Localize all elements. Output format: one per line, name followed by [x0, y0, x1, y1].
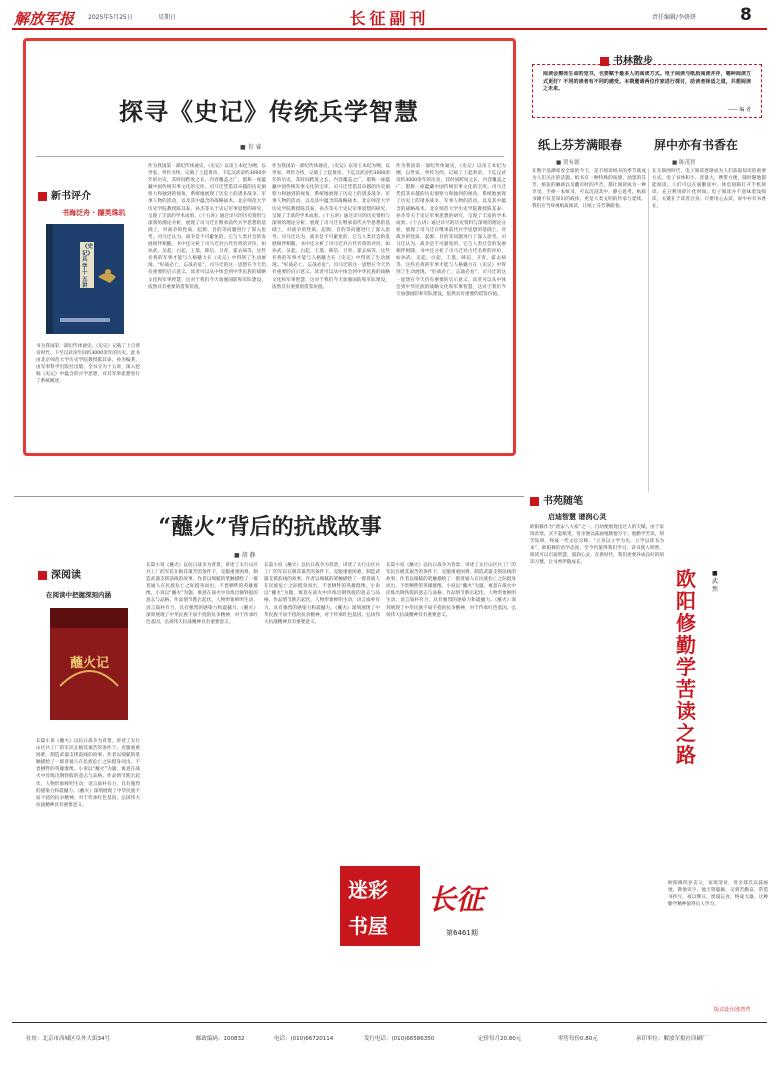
- main-article-author: ■ 肯 睿: [240, 144, 262, 151]
- sidebar-column-divider: [648, 168, 649, 492]
- bottom-article-author: ■ 胡 静: [234, 552, 256, 559]
- issue-number: 第6461期: [446, 929, 478, 937]
- footer-retail: 零售每份0.80元: [558, 1036, 598, 1042]
- footer-price: 定价每月20.80元: [478, 1036, 522, 1042]
- footer-address: 社址：北京市西城区阜外大街34号: [26, 1036, 110, 1042]
- page-number: 8: [740, 5, 752, 25]
- footer-printer: 承印单位：解放军报社印刷厂: [636, 1036, 708, 1042]
- book1-body: 书为我国第一部纪传体通史，《史记》记载了上自黄帝时代、下至汉武帝年间约3000余年的历史。此书由北京师范大学历史学院教授陈其泰、孙杰编著，由军事科学出版社出版。全书分为十五讲，深入挖掘《史记》中蕴含的兵学思想，对其军事思想进行了系统阐述。: [36, 344, 140, 385]
- bottom-article-col3: 长篇小说《蘸火》以抗日战争为背景，讲述了太行山区兵工厂的军民在极其艰苦的条件下，克服重重困难，制造武器支援前线的故事。作者以细腻的笔触描绘了一群普通人在民族危亡之际挺身而出、不畏牺牲的英雄群像。小说以“蘸火”为题，寓意在战火中淬炼出钢铁般的意志与品格。作品情节跌宕起伏，人物形象鲜明生动，语言质朴有力，具有强烈的感染力和震撼力。《蘸火》深刻展现了中华民族不屈不挠的抗争精神，对于传承红色基因、弘扬伟大抗战精神具有重要意义。: [264, 563, 380, 625]
- main-article-col1: 作为我国第一部纪传体通史，《史记》以帝王本纪为纲，以世家、列传为纬，记载了上起黄帝、下迄汉武帝约3000余年的历史，其时间跨度之长，内容覆盖之广，堪称一座蕴藏中国传统军事文化的宝库。司马迁凭借其卓越的历史洞察力和独到的视角，系统地展现了历史上的诸多战争、军事人物的活动，以及其中蕴含的战略战术。北京师范大学历史学院教授陈其泰、孙杰等关于史记军事思想的研究，呈现了丰富的学术成果。《十五讲》通过详尽的历史资料与深刻的理论分析，展现了司马迁在继承前代兵学思想的基础上，对战争的性质、起源、目的等问题进行了深入思考。司马迁认为，战争是不可避免的，它与人类社会的发展相伴相随。书中还分析了司马迁对古代名将的评价，如孙武、吴起、白起、王翦、韩信、卫青、霍去病等，这些名将的军事才能与人格魅力在《史记》中得到了生动展现。“好战必亡，忘战必危”，司马迁的这一思想在今天仍有重要的启示意义。读者可以从中体会到中华民族的战略文化和军事智慧，这对于我们今天加强国防和军队建设，依然具有重要的借鉴价值。: [148, 164, 266, 290]
- page-editor: 责任编辑/李妍妍: [652, 14, 697, 21]
- notes-title: 启迪智慧 谱润心灵: [548, 513, 607, 521]
- sidebar-quote: 阅读会擦亮生命的觉书，也要赋予最多人的阅读方式。电子阅读与纸质阅读并存，哪种阅读方式更好？不同的读者有不同的感受。本期邀请两位作家进行探讨，助读者择适之道，共想阅读之未来。: [543, 71, 751, 92]
- bottom-article-col4: 长篇小说《蘸火》以抗日战争为背景，讲述了太行山区兵工厂的军民在极其艰苦的条件下，克服重重困难，制造武器支援前线的故事。作者以细腻的笔触描绘了一群普通人在民族危亡之际挺身而出、不畏牺牲的英雄群像。小说以“蘸火”为题，寓意在战火中淬炼出钢铁般的意志与品格。作品情节跌宕起伏，人物形象鲜明生动，语言质朴有力，具有强烈的感染力和震撼力。《蘸火》深刻展现了中华民族不屈不挠的抗争精神，对于传承红色基因、弘扬伟大抗战精神具有重要意义。: [386, 563, 516, 618]
- footer-distribution: 发行电话：(010)66586350: [364, 1036, 435, 1042]
- main-article-col2: 作为我国第一部纪传体通史，《史记》以帝王本纪为纲，以世家、列传为纬，记载了上起黄帝、下迄汉武帝约3000余年的历史，其时间跨度之长，内容覆盖之广，堪称一座蕴藏中国传统军事文化的宝库。司马迁凭借其卓越的历史洞察力和独到的视角，系统地展现了历史上的诸多战争、军事人物的活动，以及其中蕴含的战略战术。北京师范大学历史学院教授陈其泰、孙杰等关于史记军事思想的研究，呈现了丰富的学术成果。《十五讲》通过详尽的历史资料与深刻的理论分析，展现了司马迁在继承前代兵学思想的基础上，对战争的性质、起源、目的等问题进行了深入思考。司马迁认为，战争是不可避免的，它与人类社会的发展相伴相随。书中还分析了司马迁对古代名将的评价，如孙武、吴起、白起、王翦、韩信、卫青、霍去病等，这些名将的军事才能与人格魅力在《史记》中得到了生动展现。“好战必亡，忘战必危”，司马迁的这一思想在今天仍有重要的启示意义。读者可以从中体会到中华民族的战略文化和军事智慧，这对于我们今天加强国防和军队建设，依然具有重要的借鉴价值。: [272, 164, 390, 290]
- book2-cover: [40, 606, 138, 724]
- vertical-feature-body: 欧阳修四岁丧父，家境清贫，母亲郑氏以荻画地，教他识字。他天资聪颖，又刻苦勤奋，常借书抄写，夜以继日，废寝忘食，终成大器。这种勤学精神值得后人学习。: [668, 881, 768, 908]
- brand-stamp: [340, 866, 420, 946]
- brand-stamp-bottom: 书屋: [348, 914, 388, 938]
- bottom-article-col1: 长篇小说《蘸火》以抗日战争为背景，讲述了太行山区兵工厂的军民在极其艰苦的条件下，克服重重困难，制造武器支援前线的故事。作者以细腻的笔触描绘了一群普通人在民族危亡之际挺身而出、不畏牺牲的英雄群像。小说以“蘸火”为题，寓意在战火中淬炼出钢铁般的意志与品格。作品情节跌宕起伏，人物形象鲜明生动，语言质朴有力，具有强烈的感染力和震撼力。《蘸火》深刻展现了中华民族不屈不挠的抗争精神，对于传承红色基因、弘扬伟大抗战精神具有重要意义。: [36, 739, 140, 808]
- notes-tag: 书苑随笔: [530, 492, 583, 507]
- sidebar-right-title: 屏中亦有书香在: [654, 138, 739, 152]
- bottom-rule: [14, 496, 524, 497]
- book2-tag: 深阅读: [38, 566, 81, 581]
- sidebar-right-author: ■ 陈茂智: [672, 160, 696, 166]
- header-rule: [12, 28, 767, 30]
- notes-body: 欧阳修作为“唐宋八大家”之一，自幼便展现出过人的天赋。由于家境贫寒，买不起纸笔，母亲便以荻画地教他写字。他勤学苦读，刻苦钻研，终成一代文坛宗师。“立身以立学为先，立学以读书为本”，欧阳修的治学态度，至今仍值得我们学习。读书使人明智，阅读可以启迪智慧、滋润心灵。在新时代，我们更要养成良好的阅读习惯，让书香伴随成长。: [530, 525, 664, 566]
- main-article-title: 探寻《史记》传统兵学智慧: [119, 97, 419, 126]
- book2-cover-title: 蘸火记: [70, 656, 110, 671]
- sidebar-left-author: ■ 贺有德: [556, 160, 580, 166]
- masthead-logo: 解放军报: [14, 10, 75, 28]
- main-article-rule: [36, 156, 504, 157]
- illustrator-credit: 版式设计/张智哲: [714, 1007, 751, 1013]
- main-article-col3: 作为我国第一部纪传体通史，《史记》以帝王本纪为纲，以世家、列传为纬，记载了上起黄帝、下迄汉武帝约3000余年的历史，其时间跨度之长，内容覆盖之广，堪称一座蕴藏中国传统军事文化的宝库。司马迁凭借其卓越的历史洞察力和独到的视角，系统地展现了历史上的诸多战争、军事人物的活动，以及其中蕴含的战略战术。北京师范大学历史学院教授陈其泰、孙杰等关于史记军事思想的研究，呈现了丰富的学术成果。《十五讲》通过详尽的历史资料与深刻的理论分析，展现了司马迁在继承前代兵学思想的基础上，对战争的性质、起源、目的等问题进行了深入思考。司马迁认为，战争是不可避免的，它与人类社会的发展相伴相随。书中还分析了司马迁对古代名将的评价，如孙武、吴起、白起、王翦、韩信、卫青、霍去病等，这些名将的军事才能与人格魅力在《史记》中得到了生动展现。“好战必亡，忘战必危”，司马迁的这一思想在今天仍有重要的启示意义。读者可以从中体会到中华民族的战略文化和军事智慧，这对于我们今天加强国防和军队建设，依然具有重要的借鉴价值。: [396, 164, 506, 297]
- masthead-weekday: 星期日: [158, 14, 177, 21]
- brand-stamp-top: 迷彩: [348, 878, 388, 902]
- footer-phone: 电话：(010)66720114: [274, 1036, 334, 1042]
- section-title: 长征副刊: [349, 9, 430, 28]
- vertical-feature-author: ■ 武 然: [712, 570, 719, 593]
- sidebar-left-body: 在数字浪潮席卷全球的今天，是不阅读纸书的季节就成为人们关注的话题。纸书有一种特殊的质感，油墨的芬芳、纸张的触感以及翻页时的声音，都让阅读成为一种享受。手捧一本纸书，可以沉浸其中，静心思考。纸质书籍不仅是知识的载体，更是人类文明的传承与延续。我们应当珍视纸质阅读，让纸上芬芳满眼春。: [532, 169, 646, 210]
- footer-rule: [12, 1022, 767, 1023]
- sidebar-quote-author: —— 编 者: [727, 107, 751, 113]
- footer-postcode: 邮政编码：100832: [196, 1036, 245, 1042]
- masthead-date: 2025年5月25日: [88, 14, 133, 21]
- bottom-article-title: “蘸火”背后的抗战故事: [158, 514, 382, 540]
- sidebar-left-title: 纸上芬芳满眼春: [538, 138, 623, 152]
- sidebar-tag: 书林散步: [600, 52, 653, 67]
- vertical-feature-title: 欧阳修勤学苦读之路: [676, 567, 696, 767]
- book1-caption: 书海泛舟 · 撷英珠玑: [62, 209, 126, 217]
- book1-cover: [38, 222, 136, 337]
- sidebar-right-body: 在互联网时代，电子阅读逐渐成为人们获取知识的重要方式。电子书体积小、容量大，携带方便，随时随地都能阅读。人们可以在通勤途中、休息间隙打开手机阅读，充分利用碎片化时间。电子阅读并不意味着浅阅读，关键在于读者自身。只要用心去读，屏中亦有书香在。: [652, 169, 766, 210]
- book1-tag: 新书评介: [38, 187, 91, 202]
- sidebar-quote-box: [532, 64, 762, 118]
- book1-cover-title: 《史记》兵学十五讲: [82, 244, 94, 289]
- bottom-article-col2: 长篇小说《蘸火》以抗日战争为背景，讲述了太行山区兵工厂的军民在极其艰苦的条件下，克服重重困难，制造武器支援前线的故事。作者以细腻的笔触描绘了一群普通人在民族危亡之际挺身而出、不畏牺牲的英雄群像。小说以“蘸火”为题，寓意在战火中淬炼出钢铁般的意志与品格。作品情节跌宕起伏，人物形象鲜明生动，语言质朴有力，具有强烈的感染力和震撼力。《蘸火》深刻展现了中华民族不屈不挠的抗争精神，对于传承红色基因、弘扬伟大抗战精神具有重要意义。: [146, 563, 258, 625]
- book2-caption: 在阅读中把握深刻内涵: [46, 591, 111, 599]
- brand-calligraphy: 长征: [428, 883, 485, 916]
